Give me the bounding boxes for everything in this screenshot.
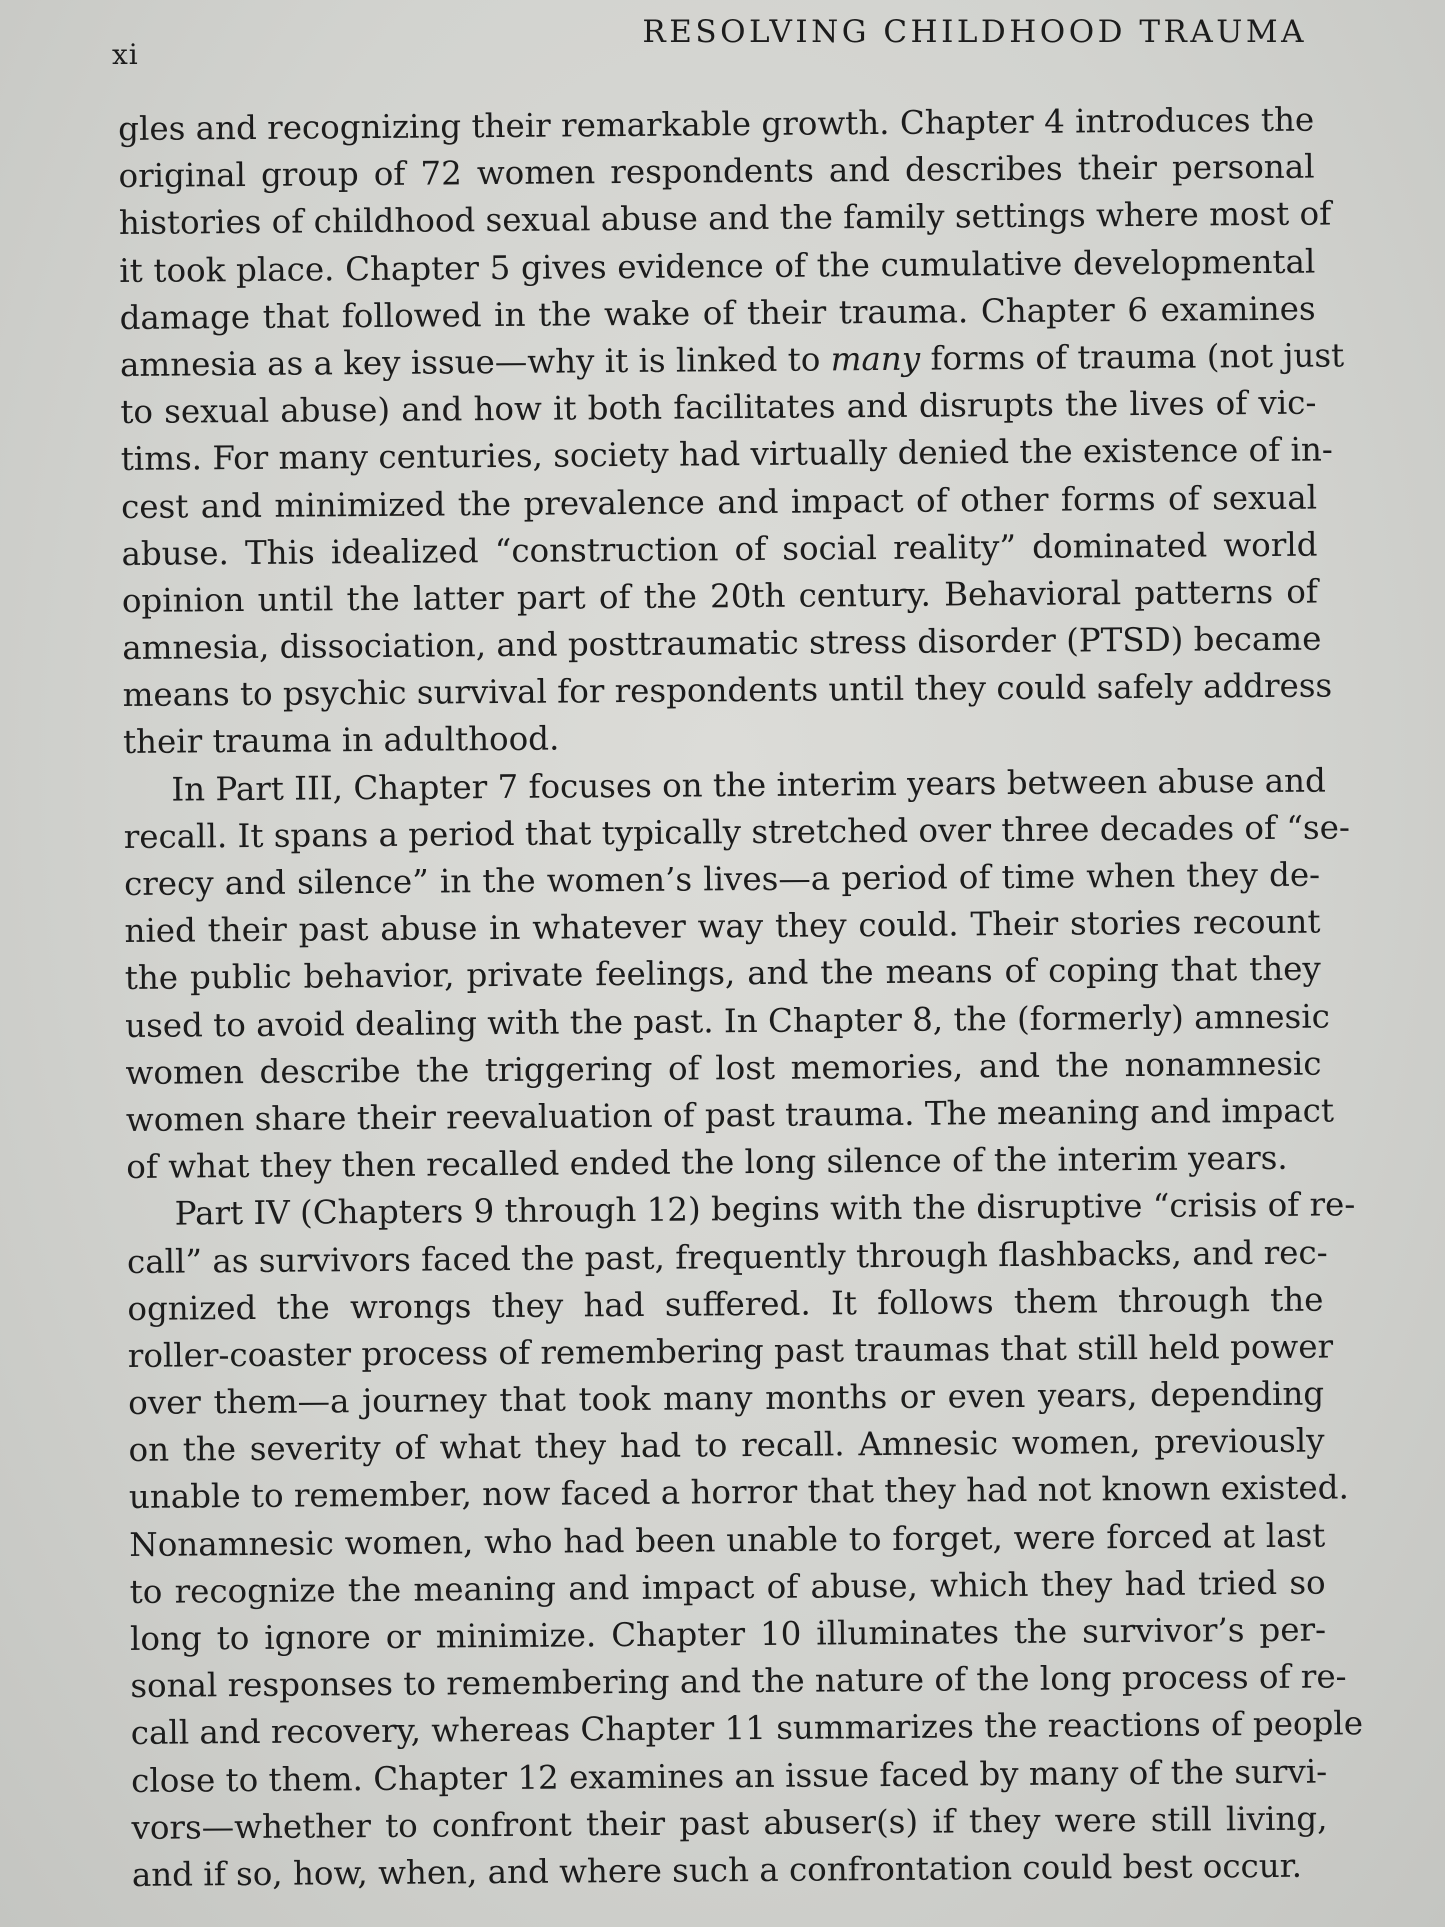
- text-line: gles and recognizing their remarkable growth. Chapter 4 introduces the: [118, 100, 1315, 148]
- text-line: original group of 72 women respondents and describes their personal: [118, 147, 1315, 196]
- text-line: over them—a journey that took many months or even years, depending: [128, 1374, 1325, 1423]
- text-line: the public behavior, private feelings, and the means of coping that they: [124, 949, 1321, 998]
- text-line: on the severity of what they had to recall. Amnesic women, previously: [128, 1421, 1325, 1470]
- text-line: unable to remember, now faced a horror that they had not known existed.: [128, 1468, 1349, 1517]
- text-line: damage that followed in the wake of their trauma. Chapter 6 examines: [119, 289, 1316, 337]
- paragraph: [126, 1182, 1364, 1899]
- text-run: amnesia as a key issue—why it is linked to: [119, 340, 831, 384]
- text-line: means to psychic survival for respondents until they could safely address: [122, 666, 1333, 715]
- text-line: vors—whether to confront their past abuser(s) if they were still living,: [131, 1799, 1328, 1847]
- text-line: call and recovery, whereas Chapter 11 summarizes the reactions of people: [130, 1704, 1364, 1753]
- text-line: sonal responses to remembering and the nature of the long process of re-: [130, 1657, 1347, 1706]
- page-number: xi: [112, 38, 139, 71]
- running-head: [0, 14, 1445, 71]
- text-line: Part IV (Chapters 9 through 12) begins with the disruptive “crisis of re-: [174, 1185, 1356, 1233]
- text-line: histories of childhood sexual abuse and the family settings where most of: [118, 194, 1332, 243]
- text-line: amnesia, dissociation, and posttraumatic stress disorder (PTSD) became: [122, 619, 1322, 668]
- text-line: used to avoid dealing with the past. In Chapter 8, the (formerly) amnesic: [125, 997, 1330, 1045]
- text-line: In Part III, Chapter 7 focuses on the interim years between abuse and: [171, 761, 1326, 809]
- text-line: Nonamnesic women, who had been unable to forget, were forced at last: [129, 1516, 1326, 1564]
- text-line: ognized the wrongs they had suffered. It follows them through the: [127, 1280, 1324, 1328]
- paragraph: [118, 97, 1345, 767]
- text-line: recall. It spans a period that typically stretched over three decades of “se-: [123, 808, 1351, 856]
- paragraph: [123, 757, 1351, 1191]
- text-line: to recognize the meaning and impact of abuse, which they had tried so: [129, 1563, 1326, 1611]
- text-line: of what they then recalled ended the long silence of the interim years.: [126, 1138, 1288, 1187]
- text-line: opinion until the latter part of the 20th century. Behavioral patterns of: [121, 572, 1318, 620]
- text-line: roller-coaster process of remembering past traumas that still held power: [127, 1327, 1334, 1375]
- emphasized-word: many: [830, 339, 921, 379]
- text-line: their trauma in adulthood.: [122, 719, 560, 762]
- text-line: women share their reevaluation of past trauma. The meaning and impact: [125, 1091, 1335, 1139]
- text-line: nied their past abuse in whatever way they could. Their stories recount: [124, 902, 1321, 951]
- text-line: abuse. This idealized “construction of social reality” dominated world: [121, 525, 1318, 573]
- text-line: to sexual abuse) and how it both facilitates and disrupts the lives of vic-: [120, 383, 1317, 432]
- text-line: close to them. Chapter 12 examines an issue faced by many of the survi-: [131, 1752, 1328, 1800]
- text-line: it took place. Chapter 5 gives evidence of the cumulative developmental: [119, 242, 1316, 290]
- text-line: call” as survivors faced the past, frequently through flashbacks, and rec-: [126, 1233, 1328, 1281]
- text-line: and if so, how, when, and where such a confrontation could best occur.: [131, 1846, 1303, 1894]
- text-line: crecy and silence” in the women’s lives—a period of time when they de-: [123, 855, 1321, 903]
- text-run: forms of trauma (not just: [920, 336, 1345, 378]
- body-text: [118, 97, 1364, 1899]
- running-title: RESOLVING CHILDHOOD TRAUMA: [642, 14, 1307, 50]
- text-line: women describe the triggering of lost memories, and the nonamnesic: [125, 1044, 1322, 1092]
- text-line: cest and minimized the prevalence and impact of other forms of sexual: [120, 478, 1318, 526]
- text-line: long to ignore or minimize. Chapter 10 illuminates the survivor’s per-: [129, 1610, 1327, 1658]
- text-line: tims. For many centuries, society had virtually denied the existence of in-: [120, 430, 1333, 479]
